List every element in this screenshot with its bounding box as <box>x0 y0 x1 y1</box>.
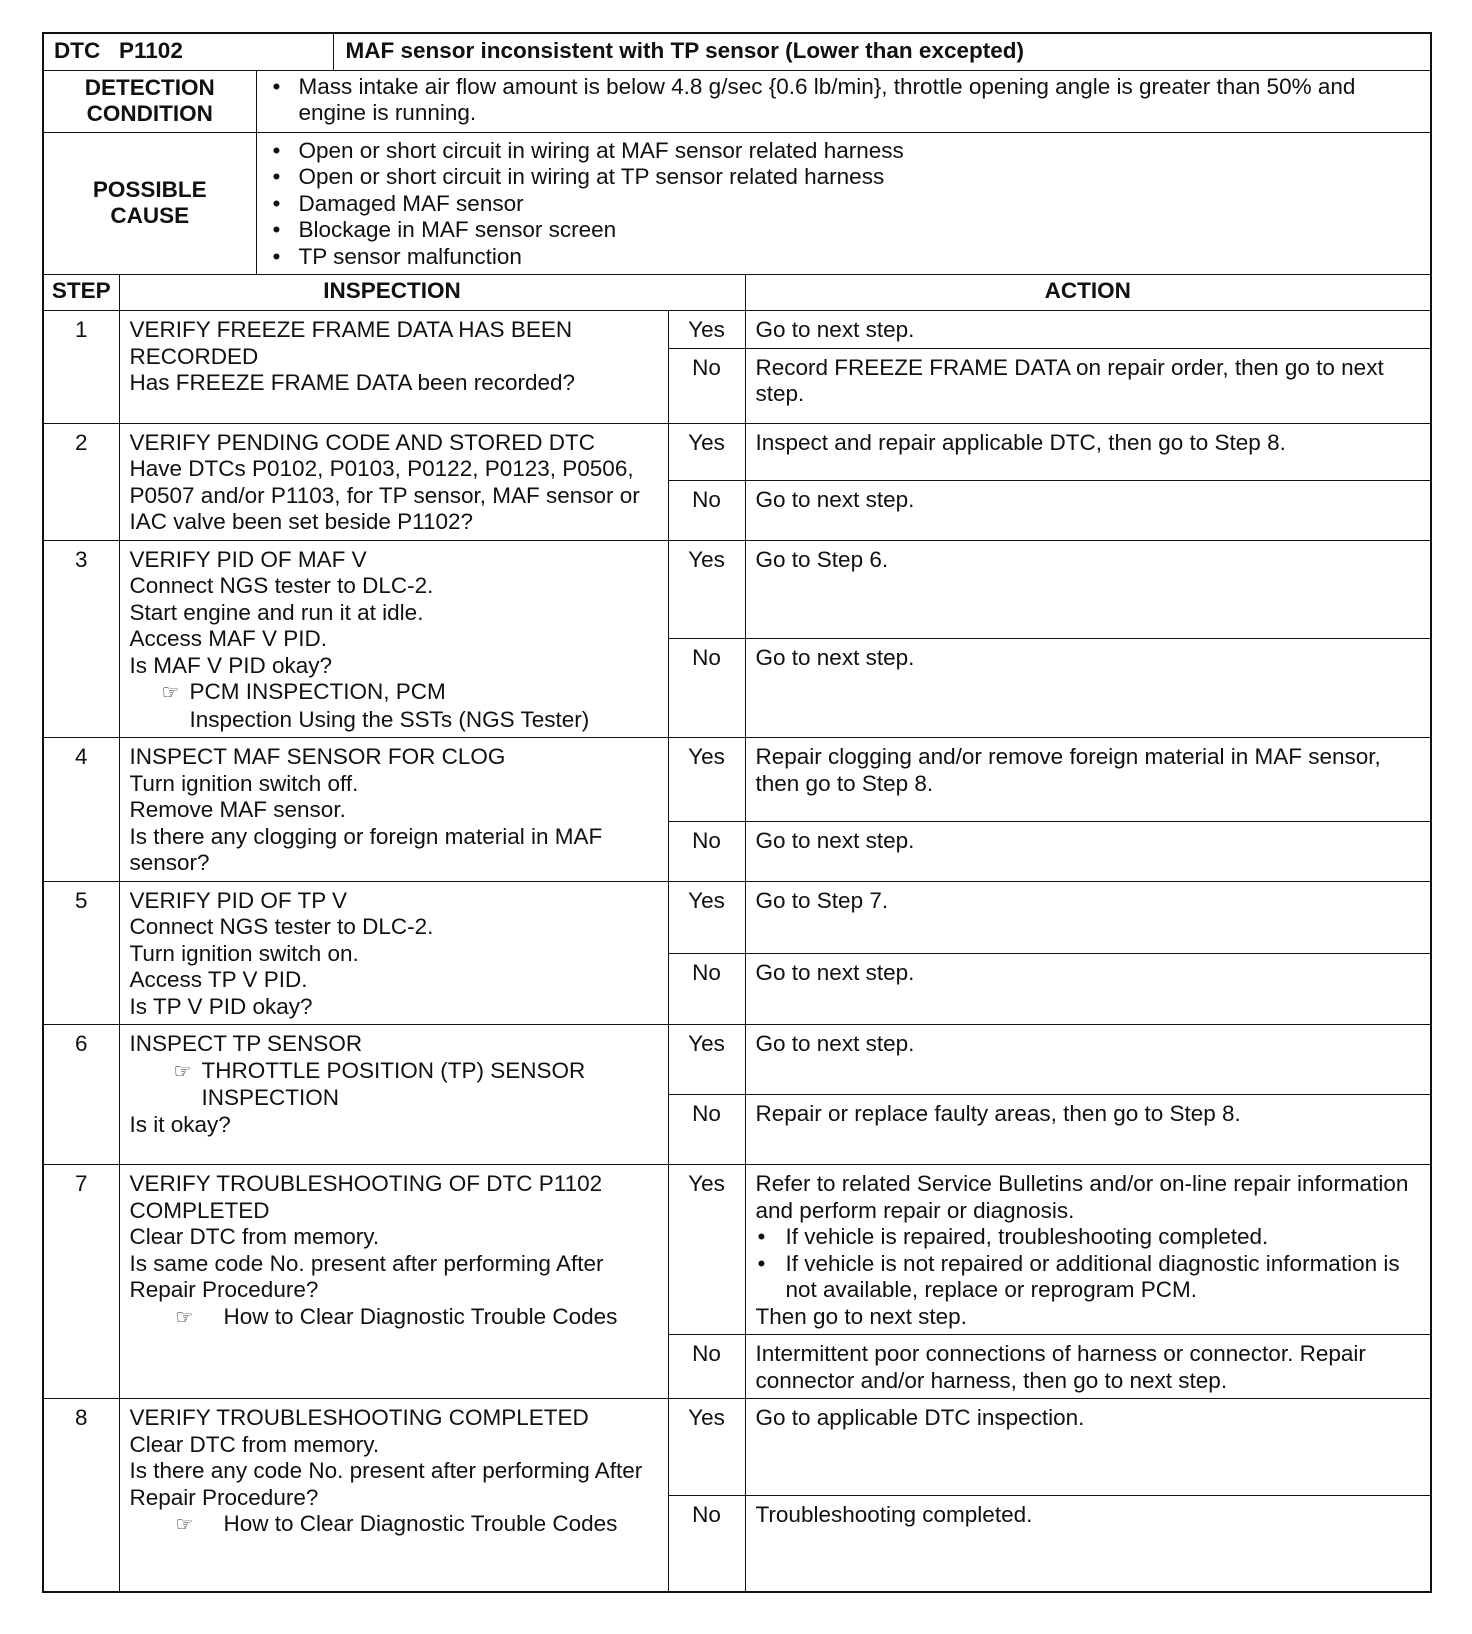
dtc-label: DTC <box>54 38 101 63</box>
inspection-line: Is MAF V PID okay? <box>129 652 333 678</box>
detection-row <box>43 70 1431 132</box>
detection-text <box>256 70 1431 132</box>
no-label: No <box>668 822 745 881</box>
cause-item: • Open or short circuit in wiring at TP sensor related harness <box>267 164 1421 191</box>
inspection-line: Access MAF V PID. <box>129 626 328 651</box>
reference-link <box>130 1511 658 1539</box>
inspection-cell <box>119 540 668 738</box>
no-label: No <box>668 348 745 423</box>
action-bullets <box>756 1224 1421 1304</box>
reference-icon: ☞ <box>175 1306 194 1329</box>
reference-text: THROTTLE POSITION (TP) SENSOR <box>201 1057 586 1083</box>
step-row <box>43 423 1431 481</box>
yes-action: Repair clogging and/or remove foreign material in MAF sensor, then go to Step 8. <box>745 738 1431 822</box>
yes-label: Yes <box>668 423 745 481</box>
dtc-procedure-page <box>42 32 1430 1593</box>
inspection-cell <box>119 1165 668 1399</box>
action-text: Refer to related Service Bulletins and/or on-line repair information and perform repair or diagnosis. <box>755 1171 1409 1223</box>
step-number: 7 <box>43 1165 119 1399</box>
inspection-cell <box>119 1399 668 1592</box>
dtc-table <box>42 32 1432 1593</box>
inspection-line: Is same code No. present after performing After Repair Procedure? <box>129 1250 604 1302</box>
no-action: Troubleshooting completed. <box>745 1496 1431 1592</box>
inspection-line: Connect NGS tester to DLC-2. <box>129 914 434 939</box>
inspection-line: Has FREEZE FRAME DATA been recorded? <box>129 370 576 395</box>
inspection-line: Is there any code No. present after performing After Repair Procedure? <box>129 1458 643 1510</box>
step-number: 4 <box>43 738 119 882</box>
inspection-line: Clear DTC from memory. <box>129 1431 380 1457</box>
no-action: Go to next step. <box>745 481 1431 540</box>
yes-action: Go to next step. <box>745 1025 1431 1095</box>
detection-item: • Mass intake air flow amount is below 4.8 g/sec {0.6 lb/min}, throttle opening angle is greater than 50% and engine is running. <box>267 74 1419 127</box>
no-label: No <box>668 1496 745 1592</box>
reference-icon: ☞ <box>175 1514 194 1536</box>
yes-label: Yes <box>668 311 745 349</box>
inspection-line: VERIFY TROUBLESHOOTING COMPLETED <box>129 1405 589 1430</box>
inspection-line: Is there any clogging or foreign material in MAF sensor? <box>129 823 603 875</box>
no-action: Go to next step. <box>745 953 1431 1024</box>
action-text: Then go to next step. <box>755 1303 967 1329</box>
reference-text: Inspection Using the SSTs (NGS Tester) <box>189 706 590 732</box>
inspection-line: VERIFY FREEZE FRAME DATA HAS BEEN RECORDED <box>129 317 573 369</box>
yes-action: Go to Step 6. <box>745 540 1431 639</box>
inspection-line: Remove MAF sensor. <box>129 797 346 822</box>
step-row <box>43 311 1431 349</box>
yes-label: Yes <box>668 540 745 639</box>
inspection-line: Access TP V PID. <box>129 967 308 992</box>
inspection-cell <box>119 1025 668 1165</box>
inspection-cell <box>119 881 668 1025</box>
step-row <box>43 540 1431 639</box>
inspection-line: VERIFY TROUBLESHOOTING OF DTC P1102 COMPLETED <box>129 1171 603 1223</box>
detection-label: DETECTION CONDITION <box>43 70 256 132</box>
no-label: No <box>668 1335 745 1399</box>
no-label: No <box>668 953 745 1024</box>
step-row <box>43 1399 1431 1496</box>
inspection-cell <box>119 423 668 540</box>
cause-item: • Blockage in MAF sensor screen <box>267 217 1421 244</box>
cause-item: • Damaged MAF sensor <box>267 191 1421 218</box>
no-action: Go to next step. <box>745 639 1431 738</box>
step-row <box>43 881 1431 953</box>
inspection-line: VERIFY PENDING CODE AND STORED DTC <box>129 429 595 455</box>
reference-link <box>130 1058 658 1112</box>
reference-text: PCM INSPECTION, PCM <box>189 679 446 704</box>
yes-action <box>745 1165 1431 1335</box>
reference-text: How to Clear Diagnostic Trouble Codes <box>223 1303 618 1329</box>
page-title: MAF sensor inconsistent with TP sensor (Lower than excepted) <box>333 33 1431 70</box>
step-row <box>43 1025 1431 1095</box>
step-number: 8 <box>43 1399 119 1592</box>
inspection-cell <box>119 311 668 424</box>
no-label: No <box>668 481 745 540</box>
header-row <box>43 33 1431 70</box>
inspection-line: Is it okay? <box>129 1111 231 1137</box>
possible-cause-label: POSSIBLE CAUSE <box>43 132 256 275</box>
step-number: 2 <box>43 423 119 540</box>
yes-label: Yes <box>668 1025 745 1095</box>
action-bullet: • If vehicle is repaired, troubleshooting completed. <box>756 1224 1421 1251</box>
cause-item: • TP sensor malfunction <box>267 244 1421 271</box>
step-number: 6 <box>43 1025 119 1165</box>
no-label: No <box>668 639 745 738</box>
dtc-code-cell <box>43 33 333 70</box>
reference-link <box>130 1304 658 1332</box>
reference-text: INSPECTION <box>201 1085 340 1110</box>
no-action: Intermittent poor connections of harness or connector. Repair connector and/or harness, then go to next step. <box>745 1335 1431 1399</box>
inspection-line: Start engine and run it at idle. <box>129 599 424 625</box>
action-column-header: ACTION <box>745 275 1431 311</box>
no-label: No <box>668 1095 745 1165</box>
inspection-line: Turn ignition switch on. <box>129 940 359 966</box>
possible-cause-list <box>256 132 1431 275</box>
step-row <box>43 738 1431 822</box>
inspection-line: INSPECT TP SENSOR <box>129 1031 363 1056</box>
yes-label: Yes <box>668 881 745 953</box>
reference-link <box>130 679 658 733</box>
inspection-line: Have DTCs P0102, P0103, P0122, P0123, P0506, P0507 and/or P1103, for TP sensor, MAF sensor or IAC valve been set beside P1102? <box>129 456 640 534</box>
yes-action: Go to Step 7. <box>745 881 1431 953</box>
possible-cause-row <box>43 132 1431 275</box>
inspection-line: Is TP V PID okay? <box>129 993 313 1019</box>
inspection-line: Turn ignition switch off. <box>129 770 359 796</box>
inspection-line: VERIFY PID OF MAF V <box>129 546 367 572</box>
step-number: 5 <box>43 881 119 1025</box>
dtc-code: P1102 <box>119 38 183 63</box>
reference-icon: ☞ <box>173 1060 192 1083</box>
cause-item: • Open or short circuit in wiring at MAF sensor related harness <box>267 138 1421 165</box>
yes-action: Go to applicable DTC inspection. <box>745 1399 1431 1496</box>
inspection-column-header: INSPECTION <box>119 275 745 311</box>
yes-label: Yes <box>668 738 745 822</box>
step-number: 3 <box>43 540 119 738</box>
reference-text: How to Clear Diagnostic Trouble Codes <box>223 1511 618 1536</box>
yes-label: Yes <box>668 1399 745 1496</box>
step-column-header: STEP <box>43 275 119 311</box>
no-action: Repair or replace faulty areas, then go to Step 8. <box>745 1095 1431 1165</box>
inspection-line: INSPECT MAF SENSOR FOR CLOG <box>129 744 506 769</box>
inspection-line: Connect NGS tester to DLC-2. <box>129 573 434 598</box>
column-header-row <box>43 275 1431 311</box>
inspection-cell <box>119 738 668 882</box>
no-action: Record FREEZE FRAME DATA on repair order, then go to next step. <box>745 348 1431 423</box>
yes-action: Inspect and repair applicable DTC, then go to Step 8. <box>745 423 1431 481</box>
inspection-line: Clear DTC from memory. <box>129 1224 380 1249</box>
step-number: 1 <box>43 311 119 424</box>
step-row <box>43 1165 1431 1335</box>
inspection-line: VERIFY PID OF TP V <box>129 887 348 913</box>
no-action: Go to next step. <box>745 822 1431 881</box>
yes-label: Yes <box>668 1165 745 1335</box>
yes-action: Go to next step. <box>745 311 1431 349</box>
action-bullet: • If vehicle is not repaired or additional diagnostic information is not available, replace or reprogram PCM. <box>756 1251 1421 1304</box>
reference-icon: ☞ <box>161 682 180 704</box>
